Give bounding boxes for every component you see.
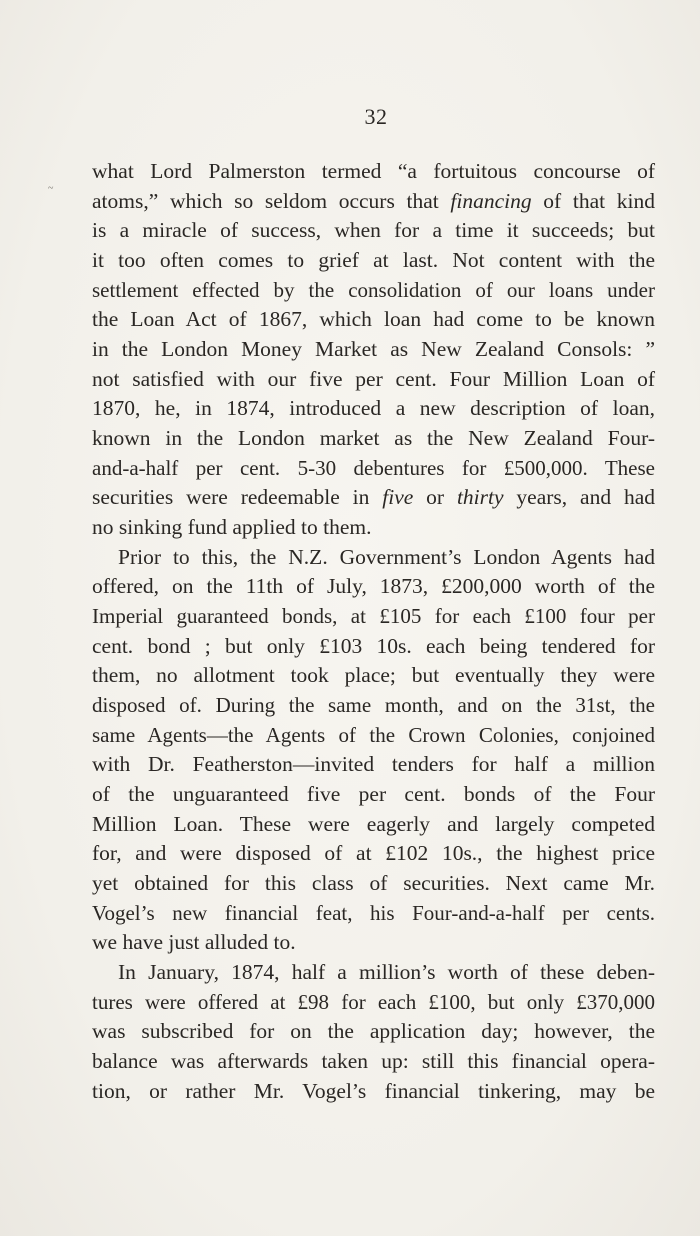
text-line: In January, 1874, half a million’s worth of these deben-	[118, 960, 655, 985]
text-line: with Dr. Featherston—invited tenders for half a million	[92, 752, 655, 777]
text-line: for, and were disposed of at £102 10s., the highest price	[92, 841, 655, 866]
text-line: tion, or rather Mr. Vogel’s financial tinkering, may be	[92, 1078, 655, 1103]
text-line: atoms,” which so seldom occurs that financing of that kind	[92, 188, 655, 213]
text-line: settlement effected by the consolidation of our loans under	[92, 277, 655, 302]
text-line: cent. bond ; but only £103 10s. each being tendered for	[92, 633, 655, 658]
text-line: it too often comes to grief at last. Not content with the	[92, 248, 655, 273]
text-line: not satisfied with our five per cent. Four Million Loan of	[92, 366, 655, 391]
text-line: and-a-half per cent. 5-30 debentures for £500,000. These	[92, 455, 655, 480]
text-line: known in the London market as the New Zealand Four-	[92, 426, 655, 451]
margin-mark: ~	[48, 183, 54, 194]
italic-word: five	[382, 485, 414, 510]
text-line: the Loan Act of 1867, which loan had come to be known	[92, 307, 655, 332]
italic-word: thirty	[456, 485, 504, 510]
text-line: no sinking fund applied to them.	[92, 515, 372, 540]
text-line: Million Loan. These were eagerly and largely competed	[92, 811, 655, 836]
text-line: balance was afterwards taken up: still this financial opera-	[92, 1049, 655, 1074]
text-line: tures were offered at £98 for each £100, but only £370,000	[92, 989, 655, 1014]
text-line: Vogel’s new financial feat, his Four-and-a-half per cents.	[92, 900, 655, 925]
text-line: was subscribed for on the application day; however, the	[92, 1019, 655, 1044]
text-line: securities were redeemable in five or thirty years, and had	[92, 485, 655, 510]
text-line: yet obtained for this class of securities. Next came Mr.	[92, 871, 655, 896]
text-line: Imperial guaranteed bonds, at £105 for each £100 four per	[92, 604, 655, 629]
text-line: them, no allotment took place; but eventually they were	[92, 663, 655, 688]
text-line: offered, on the 11th of July, 1873, £200,000 worth of the	[92, 574, 655, 599]
page-number: 32	[364, 104, 388, 129]
text-line: is a miracle of success, when for a time it succeeds; but	[92, 218, 655, 243]
text-line: 1870, he, in 1874, introduced a new description of loan,	[92, 396, 655, 421]
text-line: same Agents—the Agents of the Crown Colonies, conjoined	[92, 722, 655, 747]
text-line: disposed of. During the same month, and on the 31st, the	[92, 693, 655, 718]
text-line: in the London Money Market as New Zealand Consols: ”	[92, 337, 655, 362]
text-line: we have just alluded to.	[92, 930, 296, 955]
text-line: what Lord Palmerston termed “a fortuitous concourse of	[92, 159, 655, 183]
italic-word: financing	[450, 188, 532, 213]
body-text	[92, 157, 655, 1107]
text-line: Prior to this, the N.Z. Government’s London Agents had	[118, 544, 655, 569]
text-line: of the unguaranteed five per cent. bonds of the Four	[92, 782, 655, 807]
